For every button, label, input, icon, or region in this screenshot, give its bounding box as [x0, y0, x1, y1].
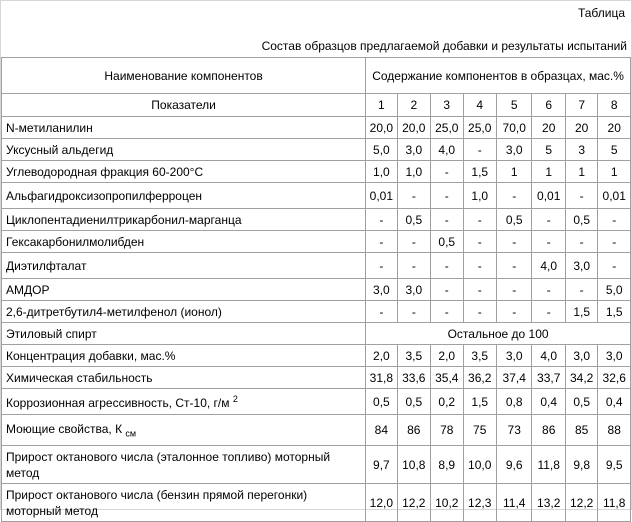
- sample-number-cell: 4: [463, 94, 496, 117]
- value-cell: 70,0: [496, 117, 532, 139]
- sample-number-cell: 1: [366, 94, 397, 117]
- row-name-text: Прирост октанового числа (эталонное топливо) моторный метод: [6, 449, 331, 480]
- value-cell: 3,5: [397, 345, 430, 367]
- value-cell: 1: [598, 161, 631, 183]
- value-cell: -: [463, 279, 496, 301]
- table-row: [2, 415, 631, 446]
- row-name-text: Прирост октанового числа (бензин прямой перегонки) моторный метод: [6, 487, 308, 518]
- value-cell: -: [496, 183, 532, 209]
- value-cell: -: [463, 253, 496, 279]
- indicators-header: Показатели: [2, 94, 366, 117]
- ethanol-value-cell: Остальное до 100: [366, 323, 631, 345]
- row-name-cell: [2, 253, 366, 279]
- row-name-text: Химическая стабильность: [6, 370, 153, 385]
- value-cell: 86: [397, 415, 430, 446]
- value-cell: -: [431, 279, 463, 301]
- table-row: [2, 253, 631, 279]
- sample-number-cell: 2: [397, 94, 430, 117]
- value-cell: -: [565, 183, 597, 209]
- row-name-text: Альфагидроксизопропилферроцен: [6, 188, 203, 203]
- value-cell: 4,0: [532, 253, 565, 279]
- value-cell: 1,0: [463, 183, 496, 209]
- value-cell: 33,6: [397, 367, 430, 389]
- value-cell: 1: [496, 161, 532, 183]
- row-name-cell: [2, 231, 366, 253]
- value-cell: 73: [496, 415, 532, 446]
- row-name-cell: [2, 183, 366, 209]
- row-name-text: N-метиланилин: [6, 120, 93, 135]
- unit-subscript: см: [125, 428, 137, 439]
- value-cell: -: [397, 253, 430, 279]
- row-name-cell: [2, 209, 366, 231]
- value-cell: -: [496, 301, 532, 323]
- value-cell: 3,0: [397, 279, 430, 301]
- ethanol-name-cell: Этиловый спирт: [2, 323, 366, 345]
- row-name-cell: [2, 117, 366, 139]
- value-cell: -: [463, 301, 496, 323]
- value-cell: 37,4: [496, 367, 532, 389]
- value-cell: -: [496, 231, 532, 253]
- value-cell: 5,0: [366, 139, 397, 161]
- value-cell: 20,0: [366, 117, 397, 139]
- value-cell: 0,4: [532, 389, 565, 415]
- value-cell: 0,4: [598, 389, 631, 415]
- value-cell: 1,5: [463, 389, 496, 415]
- value-cell: -: [496, 279, 532, 301]
- value-cell: -: [463, 139, 496, 161]
- value-cell: 9,8: [565, 446, 597, 484]
- value-cell: 0,5: [397, 209, 430, 231]
- value-cell: 4,0: [431, 139, 463, 161]
- value-cell: 10,2: [431, 484, 463, 522]
- value-cell: 85: [565, 415, 597, 446]
- table-title: Состав образцов предлагаемой добавки и результаты испытаний: [261, 39, 627, 53]
- value-cell: 0,5: [565, 389, 597, 415]
- table-row: [2, 209, 631, 231]
- value-cell: -: [532, 209, 565, 231]
- value-cell: 1,0: [366, 161, 397, 183]
- value-cell: 20: [598, 117, 631, 139]
- table-row: [2, 345, 631, 367]
- table-row: [2, 161, 631, 183]
- value-cell: 33,7: [532, 367, 565, 389]
- value-cell: 1,5: [565, 301, 597, 323]
- value-cell: -: [397, 183, 430, 209]
- value-cell: 1,0: [397, 161, 430, 183]
- value-cell: 9,5: [598, 446, 631, 484]
- value-cell: 8,9: [431, 446, 463, 484]
- value-cell: -: [532, 301, 565, 323]
- row-name-text: Циклопентадиенилтрикарбонил-марганца: [6, 212, 242, 227]
- row-name-cell: [2, 389, 366, 415]
- row-name-cell: [2, 367, 366, 389]
- value-cell: 12,3: [463, 484, 496, 522]
- value-cell: 12,2: [397, 484, 430, 522]
- value-cell: -: [397, 231, 430, 253]
- value-cell: -: [532, 279, 565, 301]
- value-cell: -: [431, 253, 463, 279]
- value-cell: -: [397, 301, 430, 323]
- value-cell: 0,5: [397, 389, 430, 415]
- value-cell: -: [366, 209, 397, 231]
- value-cell: -: [463, 231, 496, 253]
- table-row: [2, 139, 631, 161]
- components-header: Наименование компонентов: [2, 58, 366, 94]
- value-cell: -: [366, 231, 397, 253]
- row-name-cell: [2, 139, 366, 161]
- value-cell: 1: [532, 161, 565, 183]
- value-cell: 3,0: [496, 139, 532, 161]
- row-name-cell: [2, 279, 366, 301]
- row-name-text: АМДОР: [6, 282, 50, 297]
- value-cell: 3,0: [598, 345, 631, 367]
- value-cell: 25,0: [463, 117, 496, 139]
- ethanol-row: [2, 323, 631, 345]
- value-cell: 0,5: [565, 209, 597, 231]
- value-cell: 75: [463, 415, 496, 446]
- row-name-text: Диэтилфталат: [6, 258, 87, 273]
- value-cell: 25,0: [431, 117, 463, 139]
- value-cell: -: [431, 183, 463, 209]
- value-cell: -: [532, 231, 565, 253]
- row-name-text: Углеводородная фракция 60-200°С: [6, 164, 204, 179]
- row-name-text: Гексакарбонилмолибден: [6, 234, 145, 249]
- value-cell: 4,0: [532, 345, 565, 367]
- table-label: Таблица: [577, 6, 625, 20]
- value-cell: -: [598, 231, 631, 253]
- row-name-text: Моющие свойства, К: [6, 421, 123, 436]
- value-cell: 0,5: [366, 389, 397, 415]
- value-cell: 12,2: [565, 484, 597, 522]
- row-name-text: Концентрация добавки, мас.%: [6, 348, 176, 363]
- value-cell: 5: [532, 139, 565, 161]
- value-cell: 0,01: [366, 183, 397, 209]
- value-cell: 36,2: [463, 367, 496, 389]
- value-cell: 0,01: [532, 183, 565, 209]
- value-cell: -: [598, 253, 631, 279]
- value-cell: 11,8: [532, 446, 565, 484]
- value-cell: 0,8: [496, 389, 532, 415]
- row-name-text: Уксусный альдегид: [6, 142, 114, 157]
- value-cell: 1,5: [463, 161, 496, 183]
- row-name-cell: [2, 484, 366, 522]
- value-cell: -: [496, 253, 532, 279]
- value-cell: 78: [431, 415, 463, 446]
- table-row: [2, 484, 631, 522]
- table-row: [2, 279, 631, 301]
- value-cell: 10,0: [463, 446, 496, 484]
- sample-number-cell: 6: [532, 94, 565, 117]
- table-caption: [1, 1, 631, 57]
- value-cell: 9,6: [496, 446, 532, 484]
- value-cell: 3,5: [463, 345, 496, 367]
- table-row: [2, 183, 631, 209]
- value-cell: 2,0: [366, 345, 397, 367]
- row-name-cell: [2, 345, 366, 367]
- value-cell: -: [565, 279, 597, 301]
- table-row: [2, 117, 631, 139]
- value-cell: 0,5: [496, 209, 532, 231]
- value-cell: 11,4: [496, 484, 532, 522]
- value-cell: -: [366, 301, 397, 323]
- value-cell: 3,0: [366, 279, 397, 301]
- table-row: [2, 301, 631, 323]
- header-row: [2, 58, 631, 94]
- value-cell: 20: [565, 117, 597, 139]
- value-cell: -: [565, 231, 597, 253]
- value-cell: 20,0: [397, 117, 430, 139]
- value-cell: -: [431, 209, 463, 231]
- value-cell: -: [431, 161, 463, 183]
- value-cell: 13,2: [532, 484, 565, 522]
- unit-superscript: 2: [232, 393, 238, 404]
- table-row: [2, 231, 631, 253]
- value-cell: 12,0: [366, 484, 397, 522]
- value-cell: 35,4: [431, 367, 463, 389]
- value-cell: 0,2: [431, 389, 463, 415]
- value-cell: 2,0: [431, 345, 463, 367]
- value-cell: -: [431, 301, 463, 323]
- row-name-cell: [2, 446, 366, 484]
- value-cell: 1: [565, 161, 597, 183]
- value-cell: 20: [532, 117, 565, 139]
- composition-table: [1, 57, 631, 522]
- value-cell: 86: [532, 415, 565, 446]
- value-cell: 9,7: [366, 446, 397, 484]
- table-row: [2, 446, 631, 484]
- value-cell: 88: [598, 415, 631, 446]
- row-name-cell: [2, 415, 366, 446]
- value-cell: 34,2: [565, 367, 597, 389]
- content-header: Содержание компонентов в образцах, мас.%: [366, 58, 631, 94]
- value-cell: -: [366, 253, 397, 279]
- value-cell: 32,6: [598, 367, 631, 389]
- row-name-text: 2,6-дитретбутил4-метилфенол (ионол): [6, 304, 222, 319]
- value-cell: -: [463, 209, 496, 231]
- value-cell: 3,0: [565, 253, 597, 279]
- value-cell: 3: [565, 139, 597, 161]
- value-cell: -: [598, 209, 631, 231]
- value-cell: 0,01: [598, 183, 631, 209]
- value-cell: 5: [598, 139, 631, 161]
- value-cell: 84: [366, 415, 397, 446]
- sample-number-cell: 3: [431, 94, 463, 117]
- value-cell: 11,8: [598, 484, 631, 522]
- sample-number-cell: 5: [496, 94, 532, 117]
- row-name-cell: [2, 161, 366, 183]
- samples-header-row: [2, 94, 631, 117]
- value-cell: 3,0: [397, 139, 430, 161]
- sample-number-cell: 7: [565, 94, 597, 117]
- table-row: [2, 389, 631, 415]
- table-row: [2, 367, 631, 389]
- value-cell: 10,8: [397, 446, 430, 484]
- value-cell: 3,0: [565, 345, 597, 367]
- value-cell: 3,0: [496, 345, 532, 367]
- value-cell: 5,0: [598, 279, 631, 301]
- row-name-cell: [2, 301, 366, 323]
- value-cell: 31,8: [366, 367, 397, 389]
- value-cell: 0,5: [431, 231, 463, 253]
- sample-number-cell: 8: [598, 94, 631, 117]
- value-cell: 1,5: [598, 301, 631, 323]
- row-name-text: Коррозионная агрессивность, Ст-10, г/м: [6, 395, 230, 410]
